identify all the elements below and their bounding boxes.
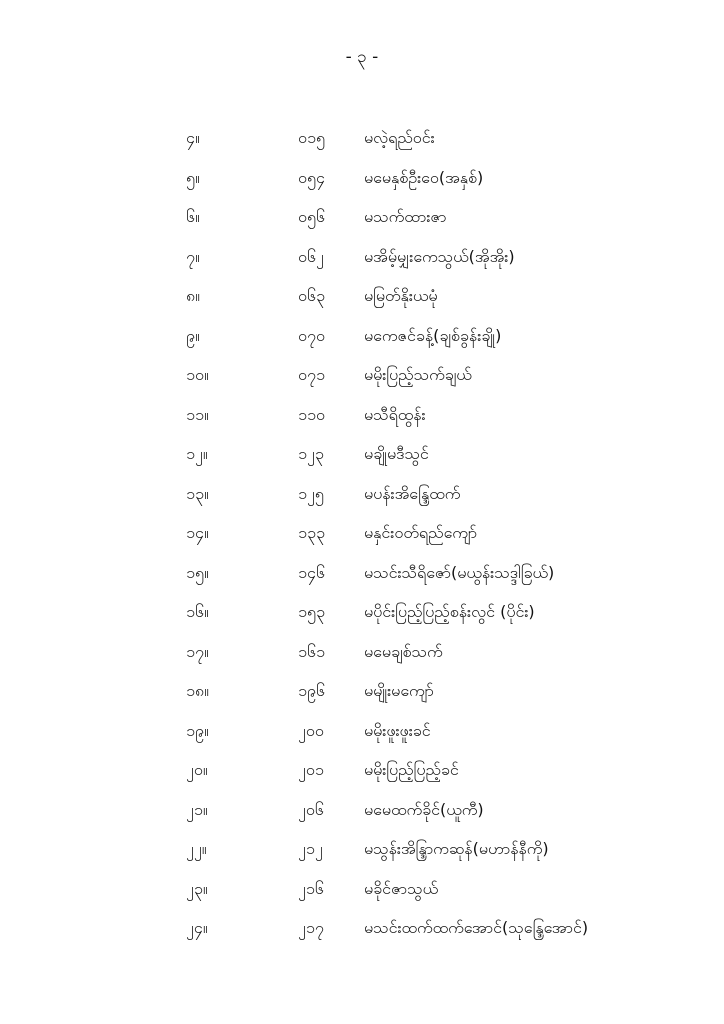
entry-index: ၂၃။ [186, 878, 208, 898]
list-item [0, 750, 724, 790]
entry-name: မသီရိထွန်း [364, 404, 426, 424]
entry-number: ၀၇၁ [298, 365, 325, 384]
entry-name: မသက်ထားဇာ [364, 207, 447, 226]
entry-index: ၄။ [186, 128, 200, 147]
entry-number: ၂၀၀ [298, 720, 324, 740]
list-item [0, 158, 724, 198]
entry-index: ၁၇။ [186, 641, 209, 661]
entry-index: ၂၄။ [186, 918, 208, 937]
entry-name: မမိုးဖူးဖူးခင် [364, 720, 431, 740]
entry-name: မပန်းအိန္ဒြေထက် [364, 483, 461, 503]
entry-number: ၀၇၀ [298, 325, 325, 345]
list-item [0, 553, 724, 593]
entry-number: ၁၂၅ [298, 483, 324, 503]
entry-index: ၇။ [186, 246, 200, 266]
entry-index: ၁၉။ [186, 720, 209, 740]
list-item [0, 671, 724, 711]
entry-index: ၁၄။ [186, 523, 209, 542]
list-item [0, 276, 724, 316]
entry-number: ၀၆၂ [298, 246, 324, 266]
entry-name: မသင်းထက်ထက်အောင်(သုန္ဒြေအောင်) [364, 918, 589, 937]
entry-name: မနှင်းဝတ်ရည်ကျော် [364, 523, 478, 542]
list-item [0, 711, 724, 751]
entry-name: မမေချစ်သက် [364, 641, 443, 661]
entry-index: ၁၁။ [186, 404, 209, 424]
entry-name: မမိုးပြည့်ပြည့်ခင် [364, 760, 459, 779]
entry-number: ၂၁၆ [298, 878, 324, 898]
list-item [0, 790, 724, 830]
entry-number: ၂၁၂ [298, 839, 323, 858]
entry-name: မမိုးပြည့်သက်ချယ် [364, 365, 472, 384]
list-item [0, 316, 724, 356]
entry-index: ၁၅။ [186, 562, 209, 582]
entry-index: ၁၀။ [186, 365, 209, 384]
list-item [0, 829, 724, 869]
entry-list [0, 118, 724, 948]
entry-name: မမြတ်နိုးယမုံ [364, 286, 438, 305]
entry-number: ၂၀၁ [298, 760, 324, 779]
entry-name: မပိုင်းပြည့်ပြည့်စန်းလွင် (ပိုင်း) [364, 602, 535, 621]
entry-index: ၁၃။ [186, 483, 209, 503]
list-item [0, 434, 724, 474]
entry-name: မသင်းသီရိဇော်(မယွန်းသဒ္ဒါခြယ်) [364, 562, 555, 582]
entry-name: မအိမ့်မျှးကေသွယ်(အိုအိုး) [364, 246, 515, 266]
entry-index: ၂၁။ [186, 799, 208, 819]
list-item [0, 632, 724, 672]
entry-number: ၀၅၄ [298, 167, 325, 187]
list-item [0, 869, 724, 909]
entry-name: မမေနှစ်ဦးဝေ(အနှစ်) [364, 167, 484, 187]
entry-number: ၂၁၇ [298, 918, 324, 937]
entry-name: မကေဇင်ခန့်(ချစ်ခွန်းချို) [364, 325, 502, 345]
entry-number: ၀၆၃ [298, 286, 325, 305]
entry-index: ၅။ [186, 167, 200, 187]
entry-number: ၁၄၆ [298, 562, 325, 582]
entry-number: ၁၂၃ [298, 444, 324, 463]
list-item [0, 474, 724, 514]
entry-number: ၁၁၀ [298, 404, 325, 424]
entry-index: ၁၆။ [186, 602, 209, 621]
list-item [0, 395, 724, 435]
entry-name: မမျိုးမကျော် [364, 681, 434, 700]
entry-name: မလဲ့ရည်ဝင်း [364, 128, 435, 147]
page-number: - ၃ - [345, 47, 379, 67]
entry-number: ၂၀၆ [298, 799, 324, 819]
entry-index: ၁၂။ [186, 444, 208, 463]
entry-index: ၂၂။ [186, 839, 207, 858]
entry-name: မခိုင်ဇာသွယ် [364, 878, 439, 898]
entry-index: ၂၀။ [186, 760, 208, 779]
entry-number: ၁၉၆ [298, 681, 325, 700]
entry-name: မမေထက်ခိုင်(ယူကီ) [364, 799, 484, 819]
entry-name: မချိုမဒီသွင် [364, 444, 429, 463]
list-item [0, 513, 724, 553]
entry-number: ၀၁၅ [298, 128, 325, 147]
list-item [0, 592, 724, 632]
entry-index: ၁၈။ [186, 681, 209, 700]
list-item [0, 237, 724, 277]
entry-name: မသွန်းအိန္ဒြာကဆုန်(မဟာန်နီကို) [364, 839, 549, 858]
entry-index: ၈။ [186, 286, 200, 305]
entry-index: ၆။ [186, 207, 200, 226]
entry-number: ၁၃၃ [298, 523, 325, 542]
entry-index: ၉။ [186, 325, 200, 345]
list-item [0, 197, 724, 237]
list-item [0, 908, 724, 948]
list-item [0, 118, 724, 158]
entry-number: ၀၅၆ [298, 207, 325, 226]
entry-number: ၁၅၃ [298, 602, 325, 621]
list-item [0, 355, 724, 395]
entry-number: ၁၆၁ [298, 641, 325, 661]
